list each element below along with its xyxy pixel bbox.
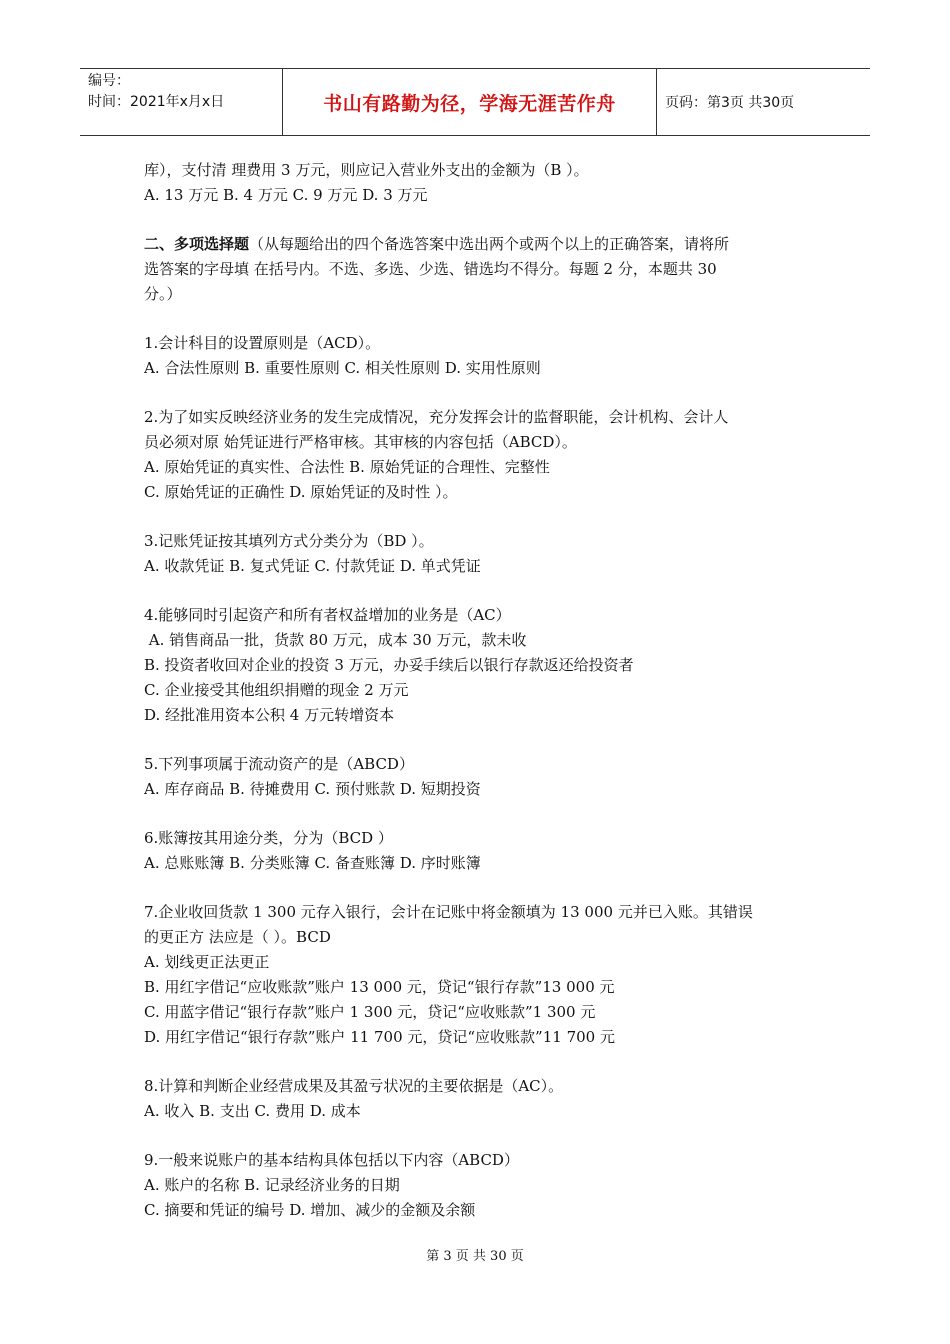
question-9: [144, 1148, 814, 1223]
section-title: 二、多项选择题: [144, 235, 250, 253]
question-options: C. 原始凭证的正确性 D. 原始凭证的及时性 ）。: [144, 483, 458, 501]
question-2: [144, 405, 814, 505]
question-stem: 员必须对原 始凭证进行严格审核。其审核的内容包括（ABCD）。: [144, 433, 577, 451]
section-heading: [144, 232, 814, 307]
question-option: A. 销售商品一批，货款 80 万元，成本 30 万元，款未收: [144, 631, 527, 649]
intro-line: 库），支付清 理费用 3 万元，则应记入营业外支出的金额为（B ）。: [144, 161, 589, 179]
question-option: B. 用红字借记“应收账款”账户 13 000 元，贷记“银行存款”13 000 元: [144, 978, 615, 996]
question-7: [144, 900, 814, 1050]
question-3: [144, 529, 814, 579]
question-option: A. 划线更正法更正: [144, 953, 270, 971]
question-option: C. 用蓝字借记“银行存款”账户 1 300 元，贷记“应收账款”1 300 元: [144, 1003, 596, 1021]
question-option: D. 经批准用资本公积 4 万元转增资本: [144, 706, 395, 724]
question-options: C. 摘要和凭证的编号 D. 增加、减少的金额及余额: [144, 1201, 476, 1219]
section-instruction: （从每题给出的四个备选答案中选出两个或两个以上的正确答案，请将所: [249, 235, 730, 253]
page-footer: 第 3 页 共 30 页: [426, 1249, 524, 1264]
question-options: A. 收入 B. 支出 C. 费用 D. 成本: [144, 1102, 361, 1120]
question-5: [144, 752, 814, 802]
document-body: [144, 158, 814, 1223]
question-4: [144, 603, 814, 728]
intro-options: A. 13 万元 B. 4 万元 C. 9 万元 D. 3 万元: [144, 186, 428, 204]
page-header: [80, 68, 870, 136]
section-instruction: 分。）: [144, 285, 182, 303]
question-stem: 的更正方 法应是（ ）。BCD: [144, 928, 331, 946]
question-stem: 4.能够同时引起资产和所有者权益增加的业务是（AC）: [144, 606, 511, 624]
question-options: A. 总账账簿 B. 分类账簿 C. 备查账簿 D. 序时账簿: [144, 854, 481, 872]
question-6: [144, 826, 814, 876]
question-stem: 8.计算和判断企业经营成果及其盈亏状况的主要依据是（AC）。: [144, 1077, 564, 1095]
section-instruction: 选答案的字母填 在括号内。不选、多选、少选、错选均不得分。每题 2 分，本题共 30: [144, 260, 717, 278]
question-stem: 7.企业收回货款 1 300 元存入银行，会计在记账中将金额填为 13 000 元并已入账。其错误: [144, 903, 753, 921]
question-option: B. 投资者收回对企业的投资 3 万元，办妥手续后以银行存款返还给投资者: [144, 656, 634, 674]
time-label: 时间：2021年x月x日: [88, 94, 225, 110]
question-8: [144, 1074, 814, 1124]
question-options: A. 原始凭证的真实性、合法性 B. 原始凭证的合理性、完整性: [144, 458, 550, 476]
header-motto: 书山有路勤为径，学海无涯苦作舟: [283, 69, 657, 135]
question-stem: 1.会计科目的设置原则是（ACD）。: [144, 334, 381, 352]
question-options: A. 账户的名称 B. 记录经济业务的日期: [144, 1176, 400, 1194]
question-stem: 9.一般来说账户的基本结构具体包括以下内容（ABCD）: [144, 1151, 519, 1169]
question-stem: 3.记账凭证按其填列方式分类分为（BD ）。: [144, 532, 434, 550]
question-stem: 2.为了如实反映经济业务的发生完成情况，充分发挥会计的监督职能，会计机构、会计人: [144, 408, 729, 426]
header-meta: [80, 69, 283, 135]
question-options: A. 库存商品 B. 待摊费用 C. 预付账款 D. 短期投资: [144, 780, 481, 798]
number-label: 编号：: [88, 73, 130, 89]
question-option: D. 用红字借记“银行存款”账户 11 700 元，贷记“应收账款”11 700 元: [144, 1028, 615, 1046]
question-options: A. 收款凭证 B. 复式凭证 C. 付款凭证 D. 单式凭证: [144, 557, 481, 575]
question-stem: 5.下列事项属于流动资产的是（ABCD）: [144, 755, 414, 773]
question-stem: 6.账簿按其用途分类，分为（BCD ）: [144, 829, 393, 847]
question-1: [144, 331, 814, 381]
question-options: A. 合法性原则 B. 重要性原则 C. 相关性原则 D. 实用性原则: [144, 359, 541, 377]
question-option: C. 企业接受其他组织捐赠的现金 2 万元: [144, 681, 409, 699]
header-page-label: 页码：第3页 共30页: [665, 95, 795, 111]
